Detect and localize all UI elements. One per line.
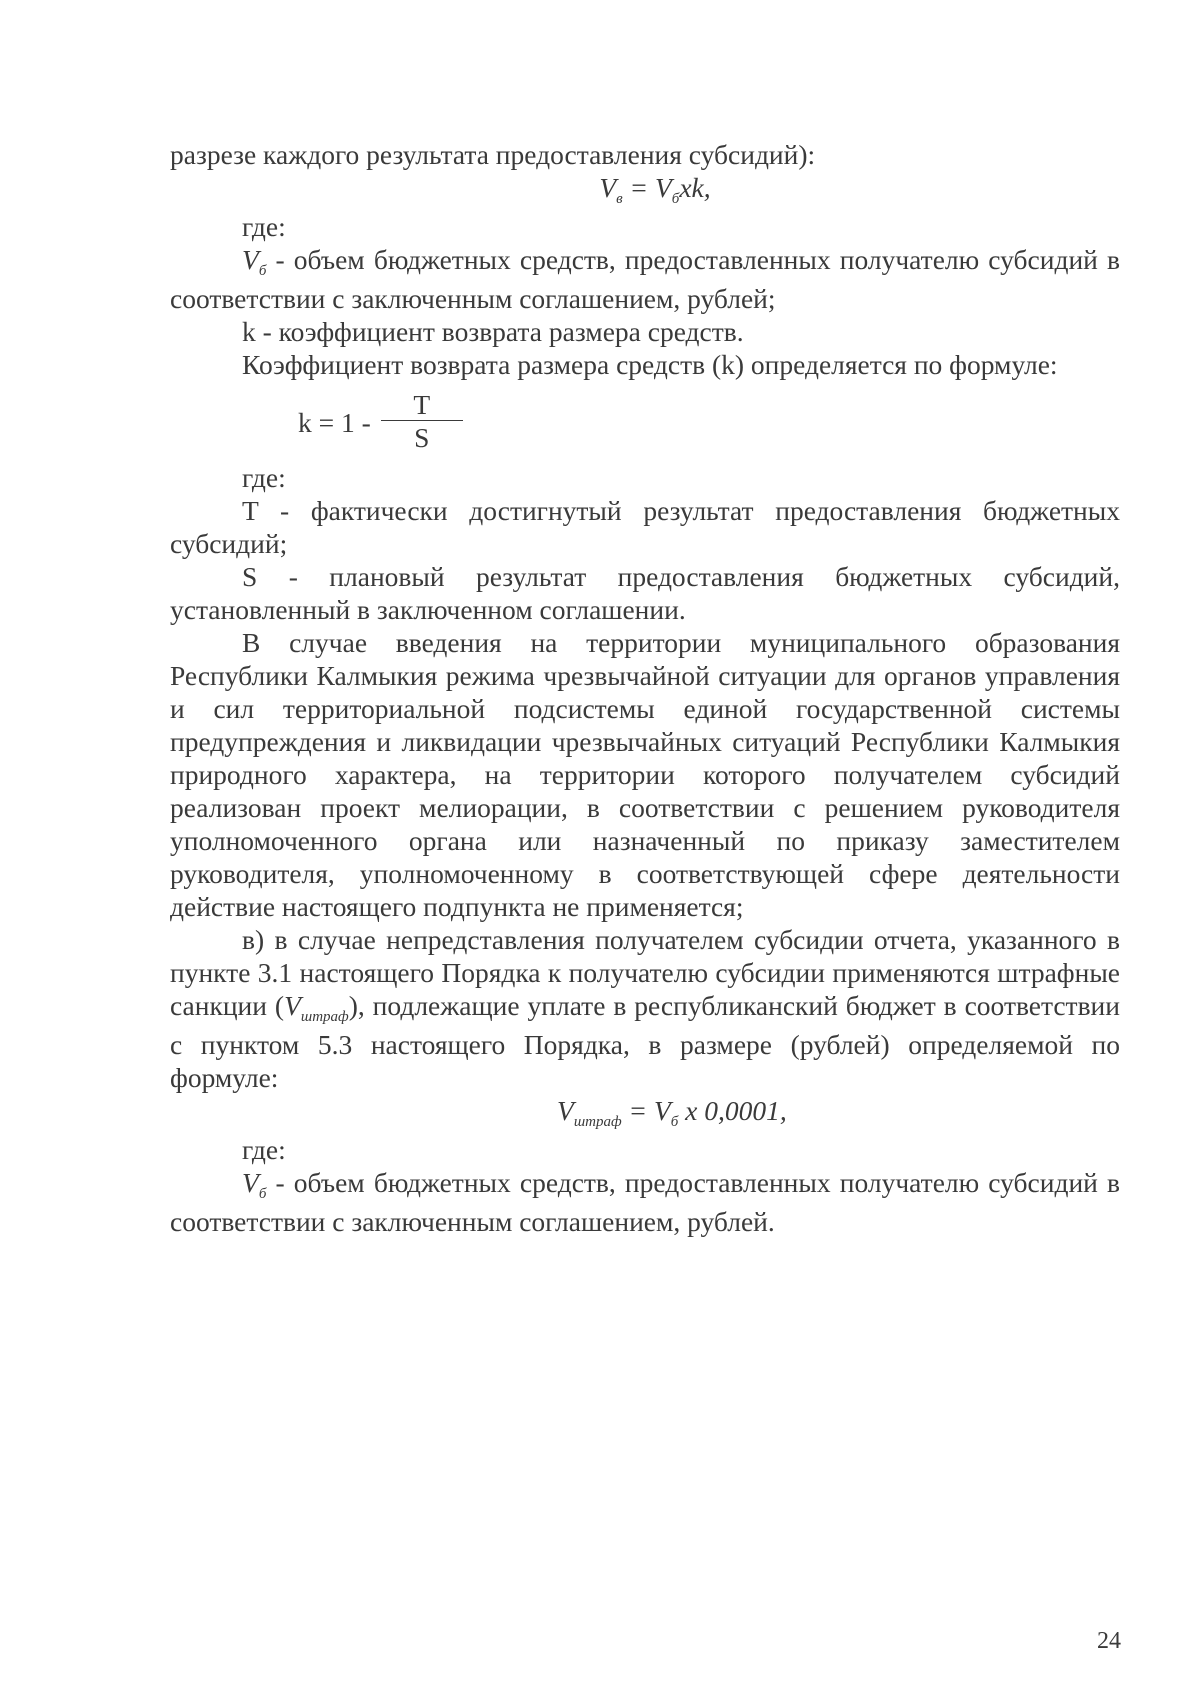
definition-vb-sub: б — [258, 263, 267, 279]
definition-vb2-text: - объем бюджетных средств, предоставленных получателю субсидий в соответствии с заключенным соглашением, рублей. — [170, 1167, 1120, 1237]
definition-k: k - коэффициент возврата размера средств. — [242, 316, 744, 347]
formula1-lhs-sub: в — [616, 191, 623, 207]
definition-vb2-symbol: V — [242, 1167, 259, 1198]
definition-vb-2 — [170, 1166, 1120, 1238]
definition-vb2-sub: б — [258, 1186, 267, 1202]
where-label-1: где: — [242, 211, 286, 242]
formula2-rhs-sub: б — [670, 1114, 679, 1130]
paragraph-emergency: В случае введения на территории муниципального образования Республики Калмыкия режима чрезвычайной ситуации для органов управления и сил территориальной подсистемы единой государственной системы предупреждения и ликвидации чрезвычайных ситуаций Республики Калмыкия природного характера, на территории которого получателем субсидий реализован проект мелиорации, в соответствии с решением руководителя уполномоченного органа или назначенный по приказу заместителем руководителя, уполномоченному в соответствующей сфере деятельности действие настоящего подпункта не применяется; — [170, 627, 1120, 922]
k-formula-denominator: S — [414, 422, 430, 453]
formula1-rhs: V — [654, 172, 672, 203]
formula2-lhs: V — [557, 1095, 574, 1126]
formula2-eq: = — [621, 1095, 654, 1126]
paragraph-v-sub: штраф — [300, 1009, 349, 1025]
definition-vb — [170, 243, 1120, 315]
document-body — [170, 138, 1120, 1238]
formula-penalty — [170, 1094, 1120, 1133]
k-formula-lhs: k = 1 - — [298, 406, 371, 438]
formula1-eq: = — [622, 172, 655, 203]
definition-vb-symbol: V — [242, 244, 259, 275]
k-intro: Коэффициент возврата размера средств (k) определяется по формуле: — [242, 349, 1058, 380]
paragraph-v — [170, 923, 1120, 1094]
paragraph-v-end: ), подлежащие уплате в республиканский бюджет в соответствии с пунктом 5.3 настоящего Порядка, в размере (рублей) определяемой по формуле: — [170, 990, 1120, 1093]
page-number: 24 — [1097, 1628, 1121, 1654]
paragraph-v-symbol: V — [284, 990, 301, 1021]
definition-s: S - плановый результат предоставления бюджетных субсидий, установленный в заключенном соглашении. — [170, 561, 1120, 625]
k-formula-fraction — [381, 390, 463, 454]
where-label-2: где: — [242, 462, 286, 493]
formula2-lhs-sub: штраф — [573, 1114, 622, 1130]
definition-t: T - фактически достигнутый результат предоставления бюджетных субсидий; — [170, 495, 1120, 559]
k-formula-numerator: T — [413, 389, 431, 420]
formula-k — [298, 383, 1120, 461]
formula-v-v — [170, 171, 1120, 210]
definition-vb-text: - объем бюджетных средств, предоставленных получателю субсидий в соответствии с заключенным соглашением, рублей; — [170, 244, 1120, 314]
formula2-rest: х 0,0001, — [678, 1095, 787, 1126]
formula1-rhs-sub: б — [671, 191, 680, 207]
formula1-lhs: V — [599, 172, 617, 203]
where-label-3: где: — [242, 1134, 286, 1165]
paragraph-v-start: в) в случае непредставления получателем субсидии отчета, указанного в пункте 3.1 настоящего Порядка к получателю субсидии применяются штрафные санкции ( — [170, 924, 1120, 1021]
formula2-rhs: V — [653, 1095, 671, 1126]
formula1-rest: хk, — [679, 172, 711, 203]
paragraph-continuation: разрезе каждого результата предоставления субсидий): — [170, 139, 816, 170]
